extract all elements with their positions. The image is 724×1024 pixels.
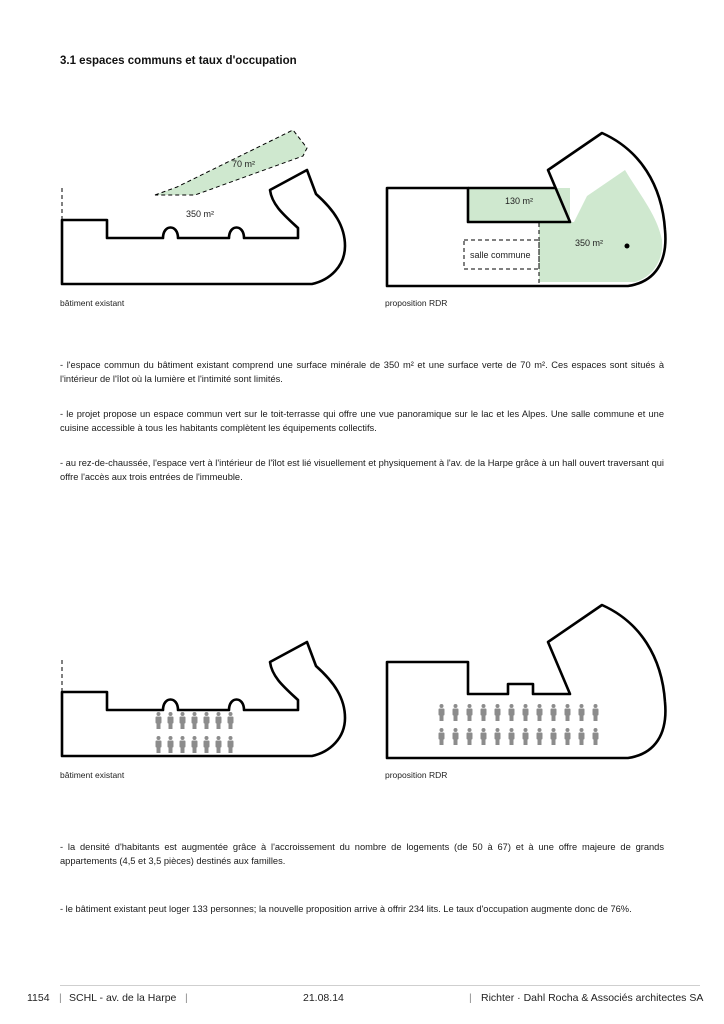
person-icon: [467, 728, 473, 745]
person-icon: [565, 728, 571, 745]
person-icon: [579, 728, 585, 745]
person-icon: [180, 736, 186, 753]
existing-building-plan-bottom: [62, 642, 345, 756]
section-title: 3.1 espaces communs et taux d'occupation: [60, 55, 297, 67]
person-icon: [523, 728, 529, 745]
person-icon: [453, 704, 459, 721]
person-icon: [228, 712, 234, 729]
person-icon: [495, 728, 501, 745]
paragraph-top-1: - l'espace commun du bâtiment existant comprend une surface minérale de 350 m² et une surface verte de 70 m². Ces espaces sont situés à l'intérieur de l'îlot où la lumière et l'intimité sont limités.: [60, 360, 664, 384]
person-icon: [481, 704, 487, 721]
existing-occupants-group: [156, 712, 234, 753]
person-icon: [156, 712, 162, 729]
paragraph-bottom-1: - la densité d'habitants est augmentée grâce à l'accroissement du nombre de logements (de 50 à 67) et à une offre majeure de grands appartements (4,5 et 3,5 pièces) destinés aux familles.: [60, 842, 664, 866]
existing-building-plan-top: [62, 130, 345, 284]
person-icon: [192, 736, 198, 753]
person-icon: [180, 712, 186, 729]
person-icon: [495, 704, 501, 721]
person-icon: [551, 704, 557, 721]
person-icon: [216, 712, 222, 729]
person-icon: [204, 712, 210, 729]
proposal-roof-area-label: 130 m²: [505, 196, 534, 206]
person-icon: [537, 728, 543, 745]
footer-separator: |: [185, 992, 188, 1004]
paragraph-bottom-2: - le bâtiment existant peut loger 133 personnes; la nouvelle proposition arrive à offrir 234 lits. Le taux d'occupation augmente donc de 76%.: [60, 904, 632, 914]
person-icon: [593, 728, 599, 745]
paragraph-top-3: - au rez-de-chaussée, l'espace vert à l'intérieur de l'îlot est lié visuellement et physiquement à l'av. de la Harpe grâce à un hall ouvert traversant qui offre l'accès aux trois entrées de l'immeuble.: [60, 458, 664, 482]
caption-proposal-top: proposition RDR: [385, 298, 448, 308]
proposal-building-plan-bottom: [387, 605, 665, 758]
caption-existing-top: bâtiment existant: [60, 298, 125, 308]
person-icon: [192, 712, 198, 729]
person-icon: [509, 704, 515, 721]
proposal-occupants-group: [439, 704, 599, 745]
person-icon: [453, 728, 459, 745]
salle-commune-label: salle commune: [470, 250, 531, 260]
footer-firm: Richter · Dahl Rocha & Associés architectes SA: [481, 992, 704, 1004]
footer-page-number: 1154: [27, 992, 50, 1004]
person-icon: [565, 704, 571, 721]
paragraph-top-2: - le projet propose un espace commun vert sur le toit-terrasse qui offre une vue panoramique sur le lac et les Alpes. Une salle commune et une cuisine accessible à tous les habitants complètent les équipements collectifs.: [60, 409, 664, 433]
footer-divider: [60, 985, 700, 986]
person-icon: [168, 736, 174, 753]
person-icon: [551, 728, 557, 745]
person-icon: [439, 728, 445, 745]
existing-mineral-area-label: 350 m²: [186, 209, 215, 219]
person-icon: [216, 736, 222, 753]
person-icon: [579, 704, 585, 721]
person-icon: [523, 704, 529, 721]
existing-green-roof-zone: [155, 130, 307, 195]
person-icon: [156, 736, 162, 753]
person-icon: [593, 704, 599, 721]
person-icon: [537, 704, 543, 721]
caption-proposal-bottom: proposition RDR: [385, 770, 448, 780]
person-icon: [204, 736, 210, 753]
person-icon: [467, 704, 473, 721]
existing-green-area-label: 70 m²: [232, 159, 256, 169]
garden-marker-dot: [625, 244, 630, 249]
person-icon: [168, 712, 174, 729]
proposal-garden-zone: [539, 170, 662, 282]
footer-date: 21.08.14: [303, 992, 344, 1004]
caption-existing-bottom: bâtiment existant: [60, 770, 125, 780]
proposal-building-plan-top: [387, 133, 665, 286]
person-icon: [481, 728, 487, 745]
existing-building-outline-bottom: [62, 642, 345, 756]
footer-separator: |: [469, 992, 472, 1004]
proposal-garden-area-label: 350 m²: [575, 238, 604, 248]
person-icon: [509, 728, 515, 745]
person-icon: [439, 704, 445, 721]
footer-separator: |: [59, 992, 62, 1004]
person-icon: [228, 736, 234, 753]
footer-project: SCHL - av. de la Harpe: [69, 992, 177, 1004]
